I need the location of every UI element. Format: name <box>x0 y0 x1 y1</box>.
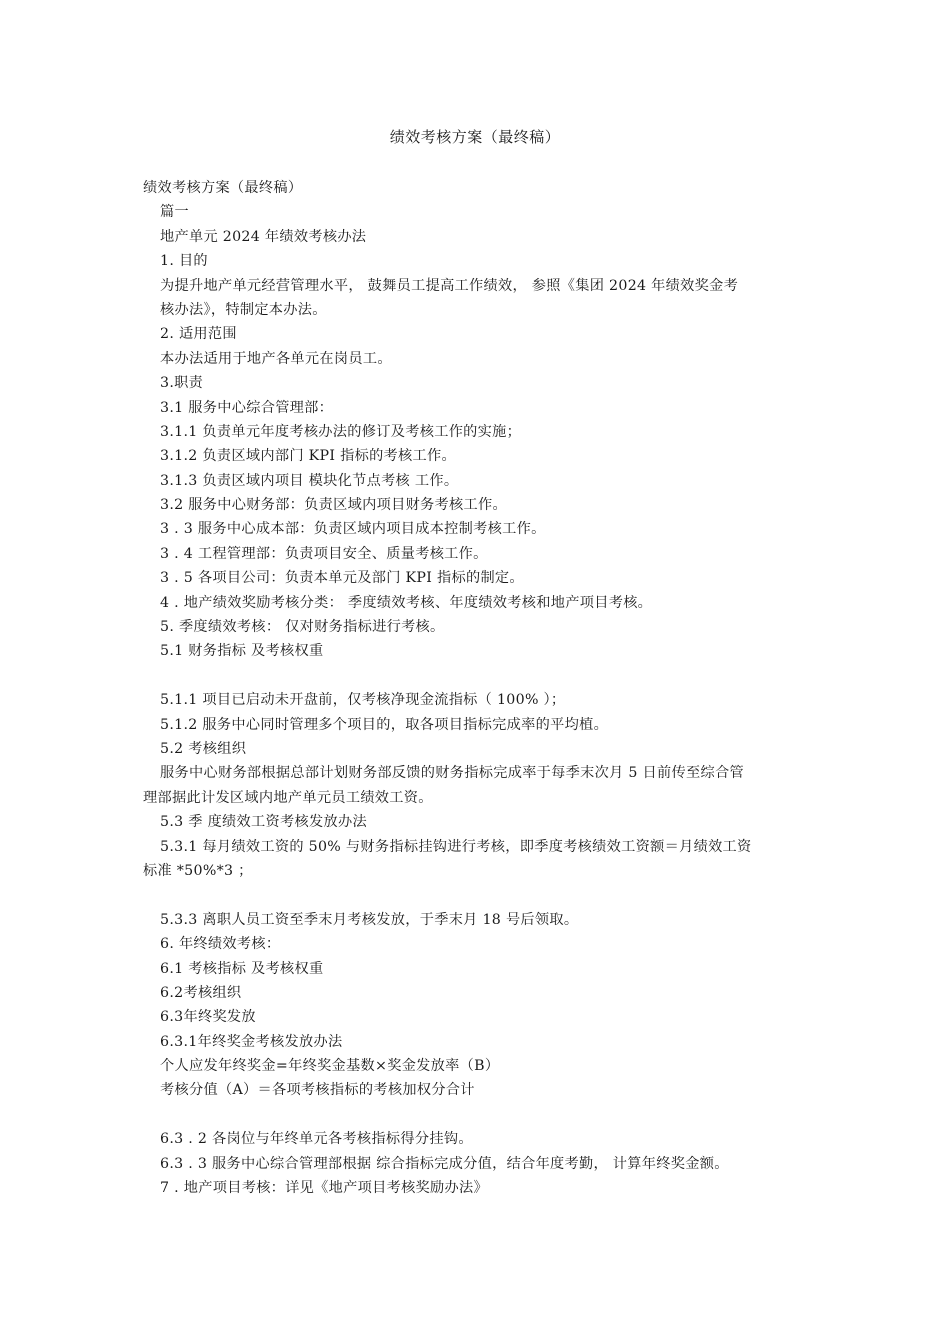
paragraph-line: 6.3.1年终奖金考核发放办法 <box>160 1033 343 1050</box>
paragraph-line: 2. 适用范围 <box>160 326 237 343</box>
paragraph-line: 4 . 地产绩效奖励考核分类： 季度绩效考核、年度绩效考核和地产项目考核。 <box>160 594 653 611</box>
blank-line <box>143 664 813 688</box>
paragraph-line: 6.3 . 3 服务中心综合管理部根据 综合指标完成分值，结合年度考勤， 计算年终奖金额。 <box>160 1155 729 1172</box>
paragraph-line: 3 . 3 服务中心成本部：负责区域内项目成本控制考核工作。 <box>160 521 546 538</box>
paragraph-line: 理部据此计发区域内地产单元员工绩效工资。 <box>143 789 433 806</box>
paragraph-line: 标准 *50%*3 ； <box>143 862 253 879</box>
paragraph-line: 5.3.3 离职人员工资至季末月考核发放，于季末月 18 号后领取。 <box>160 911 579 928</box>
paragraph-line: 核办法》，特制定本办法。 <box>160 301 327 318</box>
paragraph-line: 地产单元 2024 年绩效考核办法 <box>160 228 367 245</box>
paragraph-line: 考核分值（A）＝各项考核指标的考核加权分合计 <box>160 1082 475 1099</box>
paragraph-line: 为提升地产单元经营管理水平， 鼓舞员工提高工作绩效， 参照《集团 2024 年绩效奖金考 <box>160 277 739 294</box>
page-title: 绩效考核方案（最终稿） <box>389 128 561 146</box>
paragraph-line: 6. 年终绩效考核： <box>160 936 281 953</box>
paragraph-line: 3 . 4 工程管理部：负责项目安全、质量考核工作。 <box>160 545 488 562</box>
paragraph-line: 5.1.2 服务中心同时管理多个项目的，取各项目指标完成率的平均植。 <box>160 716 609 733</box>
paragraph-line: 本办法适用于地产各单元在岗员工。 <box>160 350 392 367</box>
paragraph-line: 6.2考核组织 <box>160 984 242 1001</box>
document-body <box>143 176 813 1200</box>
paragraph-line: 3 . 5 各项目公司：负责本单元及部门 KPI 指标的制定。 <box>160 570 524 587</box>
blank-line <box>143 1103 813 1127</box>
paragraph-line: 5.3.1 每月绩效工资的 50% 与财务指标挂钩进行考核，即季度考核绩效工资额＝月绩效工资 <box>160 838 752 855</box>
paragraph-line: 3.2 服务中心财务部：负责区域内项目财务考核工作。 <box>160 497 507 514</box>
paragraph-line: 个人应发年终奖金=年终奖金基数×奖金发放率（B） <box>160 1058 500 1075</box>
paragraph-line: 3.职责 <box>160 375 204 392</box>
paragraph-line: 3.1.1 负责单元年度考核办法的修订及考核工作的实施； <box>160 423 522 440</box>
paragraph-line: 6.3年终奖发放 <box>160 1009 256 1026</box>
paragraph-line: 7 . 地产项目考核：详见《地产项目考核奖励办法》 <box>160 1180 488 1197</box>
paragraph-line: 5.2 考核组织 <box>160 740 247 757</box>
paragraph-line: 5.1 财务指标 及考核权重 <box>160 643 324 660</box>
paragraph-line: 6.3 . 2 各岗位与年终单元各考核指标得分挂钩。 <box>160 1131 473 1148</box>
paragraph-line: 篇一 <box>160 204 189 221</box>
paragraph-line: 5.1.1 项目已启动未开盘前，仅考核净现金流指标（ 100% ）； <box>160 692 566 709</box>
paragraph-line: 5. 季度绩效考核： 仅对财务指标进行考核。 <box>160 619 445 636</box>
paragraph-line: 1. 目的 <box>160 253 208 270</box>
paragraph-line: 6.1 考核指标 及考核权重 <box>160 960 324 977</box>
paragraph-line: 服务中心财务部根据总部计划财务部反馈的财务指标完成率于每季末次月 5 日前传至综合管 <box>160 765 744 782</box>
paragraph-line: 绩效考核方案（最终稿） <box>143 180 303 196</box>
blank-line <box>143 883 813 907</box>
paragraph-line: 3.1.3 负责区域内项目 模块化节点考核 工作。 <box>160 472 459 489</box>
paragraph-line: 5.3 季 度绩效工资考核发放办法 <box>160 814 367 831</box>
paragraph-line: 3.1 服务中心综合管理部： <box>160 399 334 416</box>
paragraph-line: 3.1.2 负责区域内部门 KPI 指标的考核工作。 <box>160 448 456 465</box>
